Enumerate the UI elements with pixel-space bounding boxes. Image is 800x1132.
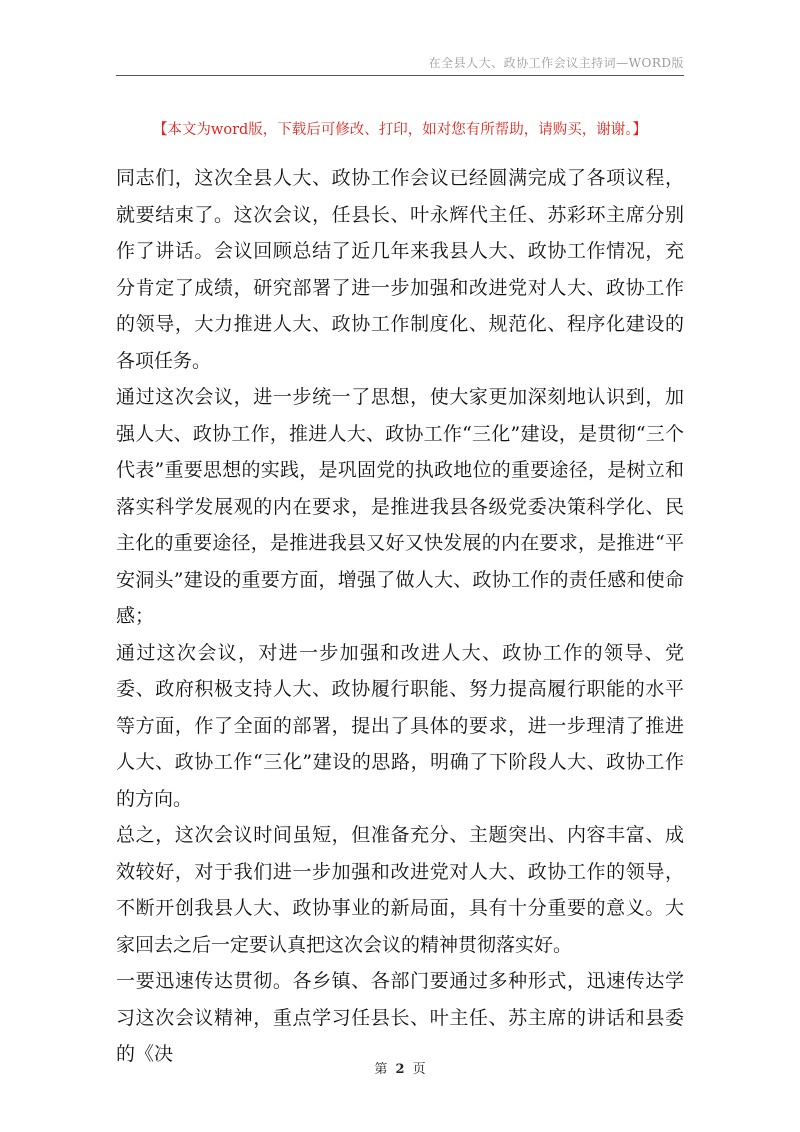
body-paragraph: 通过这次会议，进一步统一了思想，使大家更加深刻地认识到，加强人大、政协工作，推进人大、政协工作“三化”建设，是贯彻“三个代表”重要思想的实践，是巩固党的执政地位的重要途径，是树立和落实科学发展观的内在要求，是推进我县各级党委决策科学化、民主化的重要途径，是推进我县又好又快发展的内在要求，是推进“平安洞头”建设的重要方面，增强了做人大、政协工作的责任感和使命感；: [116, 386, 684, 627]
page-footer: [0, 1058, 800, 1077]
document-body: [116, 160, 684, 1073]
body-paragraph: 一要迅速传达贯彻。各乡镇、各部门要通过多种形式，迅速传达学习这次会议精神，重点学习任县长、叶主任、苏主席的讲话和县委的《决: [116, 970, 684, 1065]
download-notice: 【本文为word版，下载后可修改、打印，如对您有所帮助，请购买，谢谢。】: [152, 122, 648, 138]
header-divider: [116, 75, 684, 76]
body-paragraph: 通过这次会议，对进一步加强和改进人大、政协工作的领导、党委、政府积极支持人大、政协履行职能、努力提高履行职能的水平等方面，作了全面的部署，提出了具体的要求，进一步理清了推进人大、政协工作“三化”建设的思路，明确了下阶段人大、政协工作的方向。: [116, 641, 684, 810]
page-label-prefix: 第: [374, 1062, 388, 1077]
page-number: 2: [395, 1062, 405, 1077]
page-label-suffix: 页: [412, 1062, 426, 1077]
body-paragraph: 总之，这次会议时间虽短，但准备充分、主题突出、内容丰富、成效较好，对于我们进一步加强和改进党对人大、政协工作的领导，不断开创我县人大、政协事业的新局面，具有十分重要的意义。大家回去之后一定要认真把这次会议的精神贯彻落实好。: [116, 824, 684, 956]
body-paragraph: 同志们，这次全县人大、政协工作会议已经圆满完成了各项议程，就要结束了。这次会议，任县长、叶永辉代主任、苏彩环主席分别作了讲话。会议回顾总结了近几年来我县人大、政协工作情况，充分肯定了成绩，研究部署了进一步加强和改进党对人大、政协工作的领导，大力推进人大、政协工作制度化、规范化、程序化建设的各项任务。: [116, 167, 684, 372]
running-header: 在全县人大、政协工作会议主持词—WORD版: [428, 56, 684, 70]
